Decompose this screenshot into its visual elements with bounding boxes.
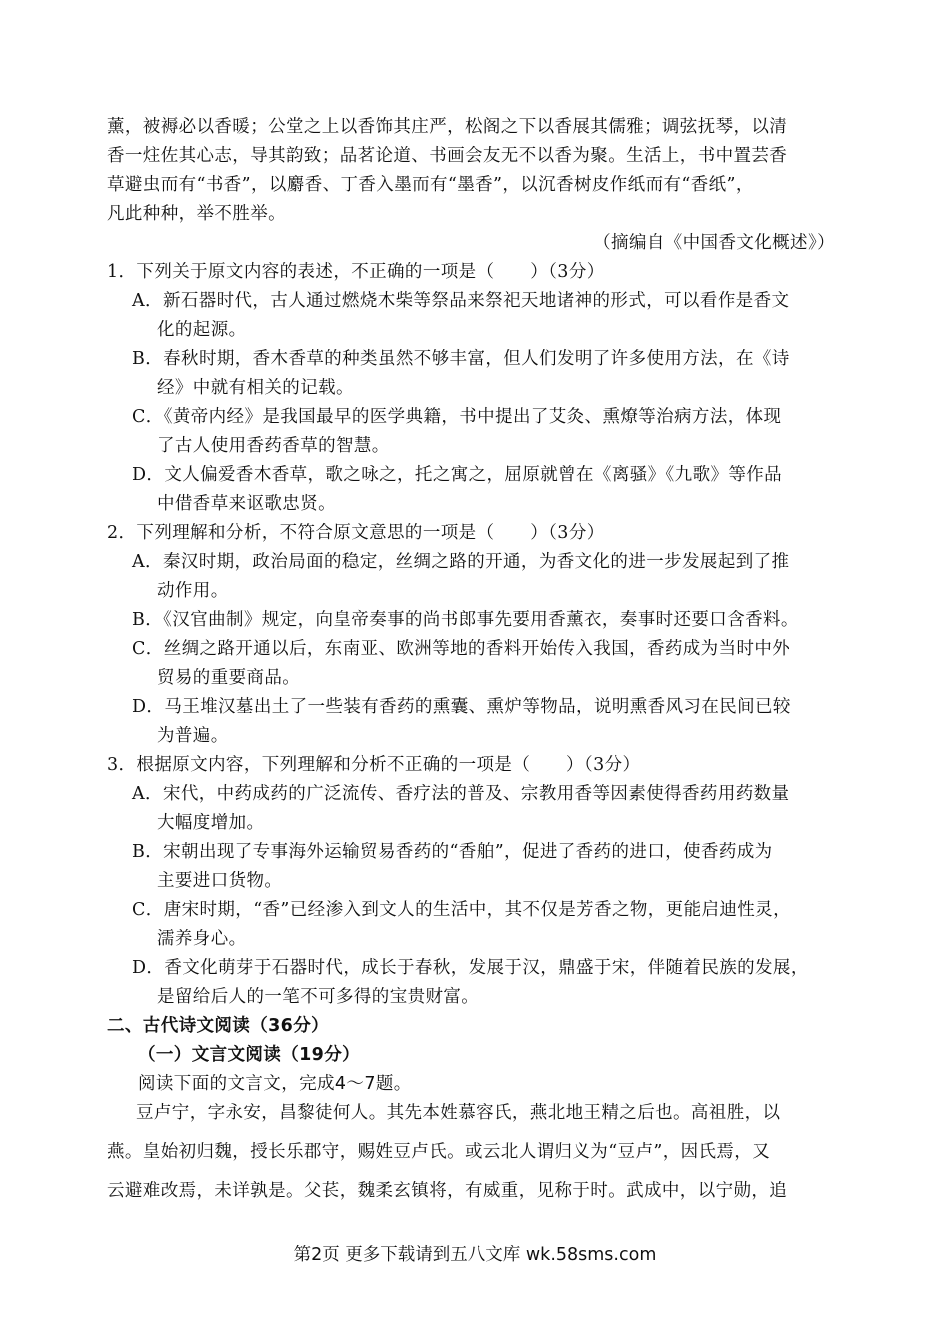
question-1-option-b-cont: 经》中就有相关的记载。 <box>157 378 354 398</box>
question-3-option-a: A．宋代，中药成药的广泛流传、香疗法的普及、宗教用香等因素使得香药用药数量 <box>132 784 790 804</box>
page-footer: 第2页 更多下载请到五八文库 wk.58sms.com <box>293 1245 657 1265</box>
question-2-option-c-cont: 贸易的重要商品。 <box>157 668 301 688</box>
question-3-stem: 3．根据原文内容，下列理解和分析不正确的一项是（ ）（3分） <box>107 755 641 775</box>
question-1-stem: 1．下列关于原文内容的表述，不正确的一项是（ ）（3分） <box>107 262 605 282</box>
classical-text-line: 燕。皇始初归魏，授长乐郡守，赐姓豆卢氏。或云北人谓归义为“豆卢”，因氏焉，又 <box>107 1142 771 1162</box>
question-3-option-d-cont: 是留给后人的一笔不可多得的宝贵财富。 <box>157 987 480 1007</box>
section-2-instruction: 阅读下面的文言文，完成4～7题。 <box>138 1074 412 1094</box>
question-1-option-a-cont: 化的起源。 <box>157 320 247 340</box>
question-1-option-c-cont: 了古人使用香药香草的智慧。 <box>157 436 390 456</box>
passage-line: 草避虫而有“书香”，以麝香、丁香入墨而有“墨香”，以沉香树皮作纸而有“香纸”， <box>107 175 754 195</box>
section-2-subtitle: （一）文言文阅读（19分） <box>138 1045 361 1065</box>
question-1-option-b: B．春秋时期，香木香草的种类虽然不够丰富，但人们发明了许多使用方法，在《诗 <box>132 349 790 369</box>
passage-line: 香一炷佐其心志，导其韵致；品茗论道、书画会友无不以香为聚。生活上，书中置芸香 <box>107 146 788 166</box>
question-2-option-c: C．丝绸之路开通以后，东南亚、欧洲等地的香料开始传入我国，香药成为当时中外 <box>132 639 791 659</box>
classical-text-line: 云避难改焉，未详孰是。父苌，魏柔玄镇将，有威重，见称于时。武成中，以宁勋，追 <box>107 1181 788 1201</box>
passage-line: 凡此种种，举不胜举。 <box>107 204 286 224</box>
question-3-option-a-cont: 大幅度增加。 <box>157 813 265 833</box>
question-1-option-c: C．《黄帝内经》是我国最早的医学典籍，书中提出了艾灸、熏燎等治病方法，体现 <box>132 407 782 427</box>
passage-source: （摘编自《中国香文化概述》） <box>593 233 835 253</box>
question-1-option-a: A．新石器时代，古人通过燃烧木柴等祭品来祭祀天地诸神的形式，可以看作是香文 <box>132 291 790 311</box>
section-2-title: 二、古代诗文阅读（36分） <box>107 1016 330 1036</box>
question-3-option-b-cont: 主要进口货物。 <box>157 871 283 891</box>
question-1-option-d: D．文人偏爱香木香草，歌之咏之，托之寓之，屈原就曾在《离骚》《九歌》等作品 <box>132 465 783 485</box>
question-2-option-b: B．《汉官曲制》规定，向皇帝奏事的尚书郎事先要用香薰衣，奏事时还要口含香料。 <box>132 610 799 630</box>
question-3-option-b: B．宋朝出现了专事海外运输贸易香药的“香舶”，促进了香药的进口，使香药成为 <box>132 842 773 862</box>
question-2-stem: 2．下列理解和分析，不符合原文意思的一项是（ ）（3分） <box>107 523 605 543</box>
question-1-option-d-cont: 中借香草来讴歌忠贤。 <box>157 494 336 514</box>
question-2-option-d-cont: 为普遍。 <box>157 726 229 746</box>
question-2-option-d: D．马王堆汉墓出土了一些装有香药的熏囊、熏炉等物品，说明熏香风习在民间已较 <box>132 697 791 717</box>
question-3-option-c: C．唐宋时期，“香”已经渗入到文人的生活中，其不仅是芳香之物，更能启迪性灵， <box>132 900 791 920</box>
classical-text-line: 豆卢宁，字永安，昌黎徒何人。其先本姓慕容氏，燕北地王精之后也。高祖胜，以 <box>136 1103 781 1123</box>
question-2-option-a-cont: 动作用。 <box>157 581 229 601</box>
passage-line: 薰，被褥必以香暖；公堂之上以香饰其庄严，松阁之下以香展其儒雅；调弦抚琴，以清 <box>107 117 788 137</box>
question-3-option-d: D．香文化萌芽于石器时代，成长于春秋，发展于汉，鼎盛于宋，伴随着民族的发展， <box>132 958 809 978</box>
question-2-option-a: A．秦汉时期，政治局面的稳定，丝绸之路的开通，为香文化的进一步发展起到了推 <box>132 552 790 572</box>
question-3-option-c-cont: 濡养身心。 <box>157 929 247 949</box>
